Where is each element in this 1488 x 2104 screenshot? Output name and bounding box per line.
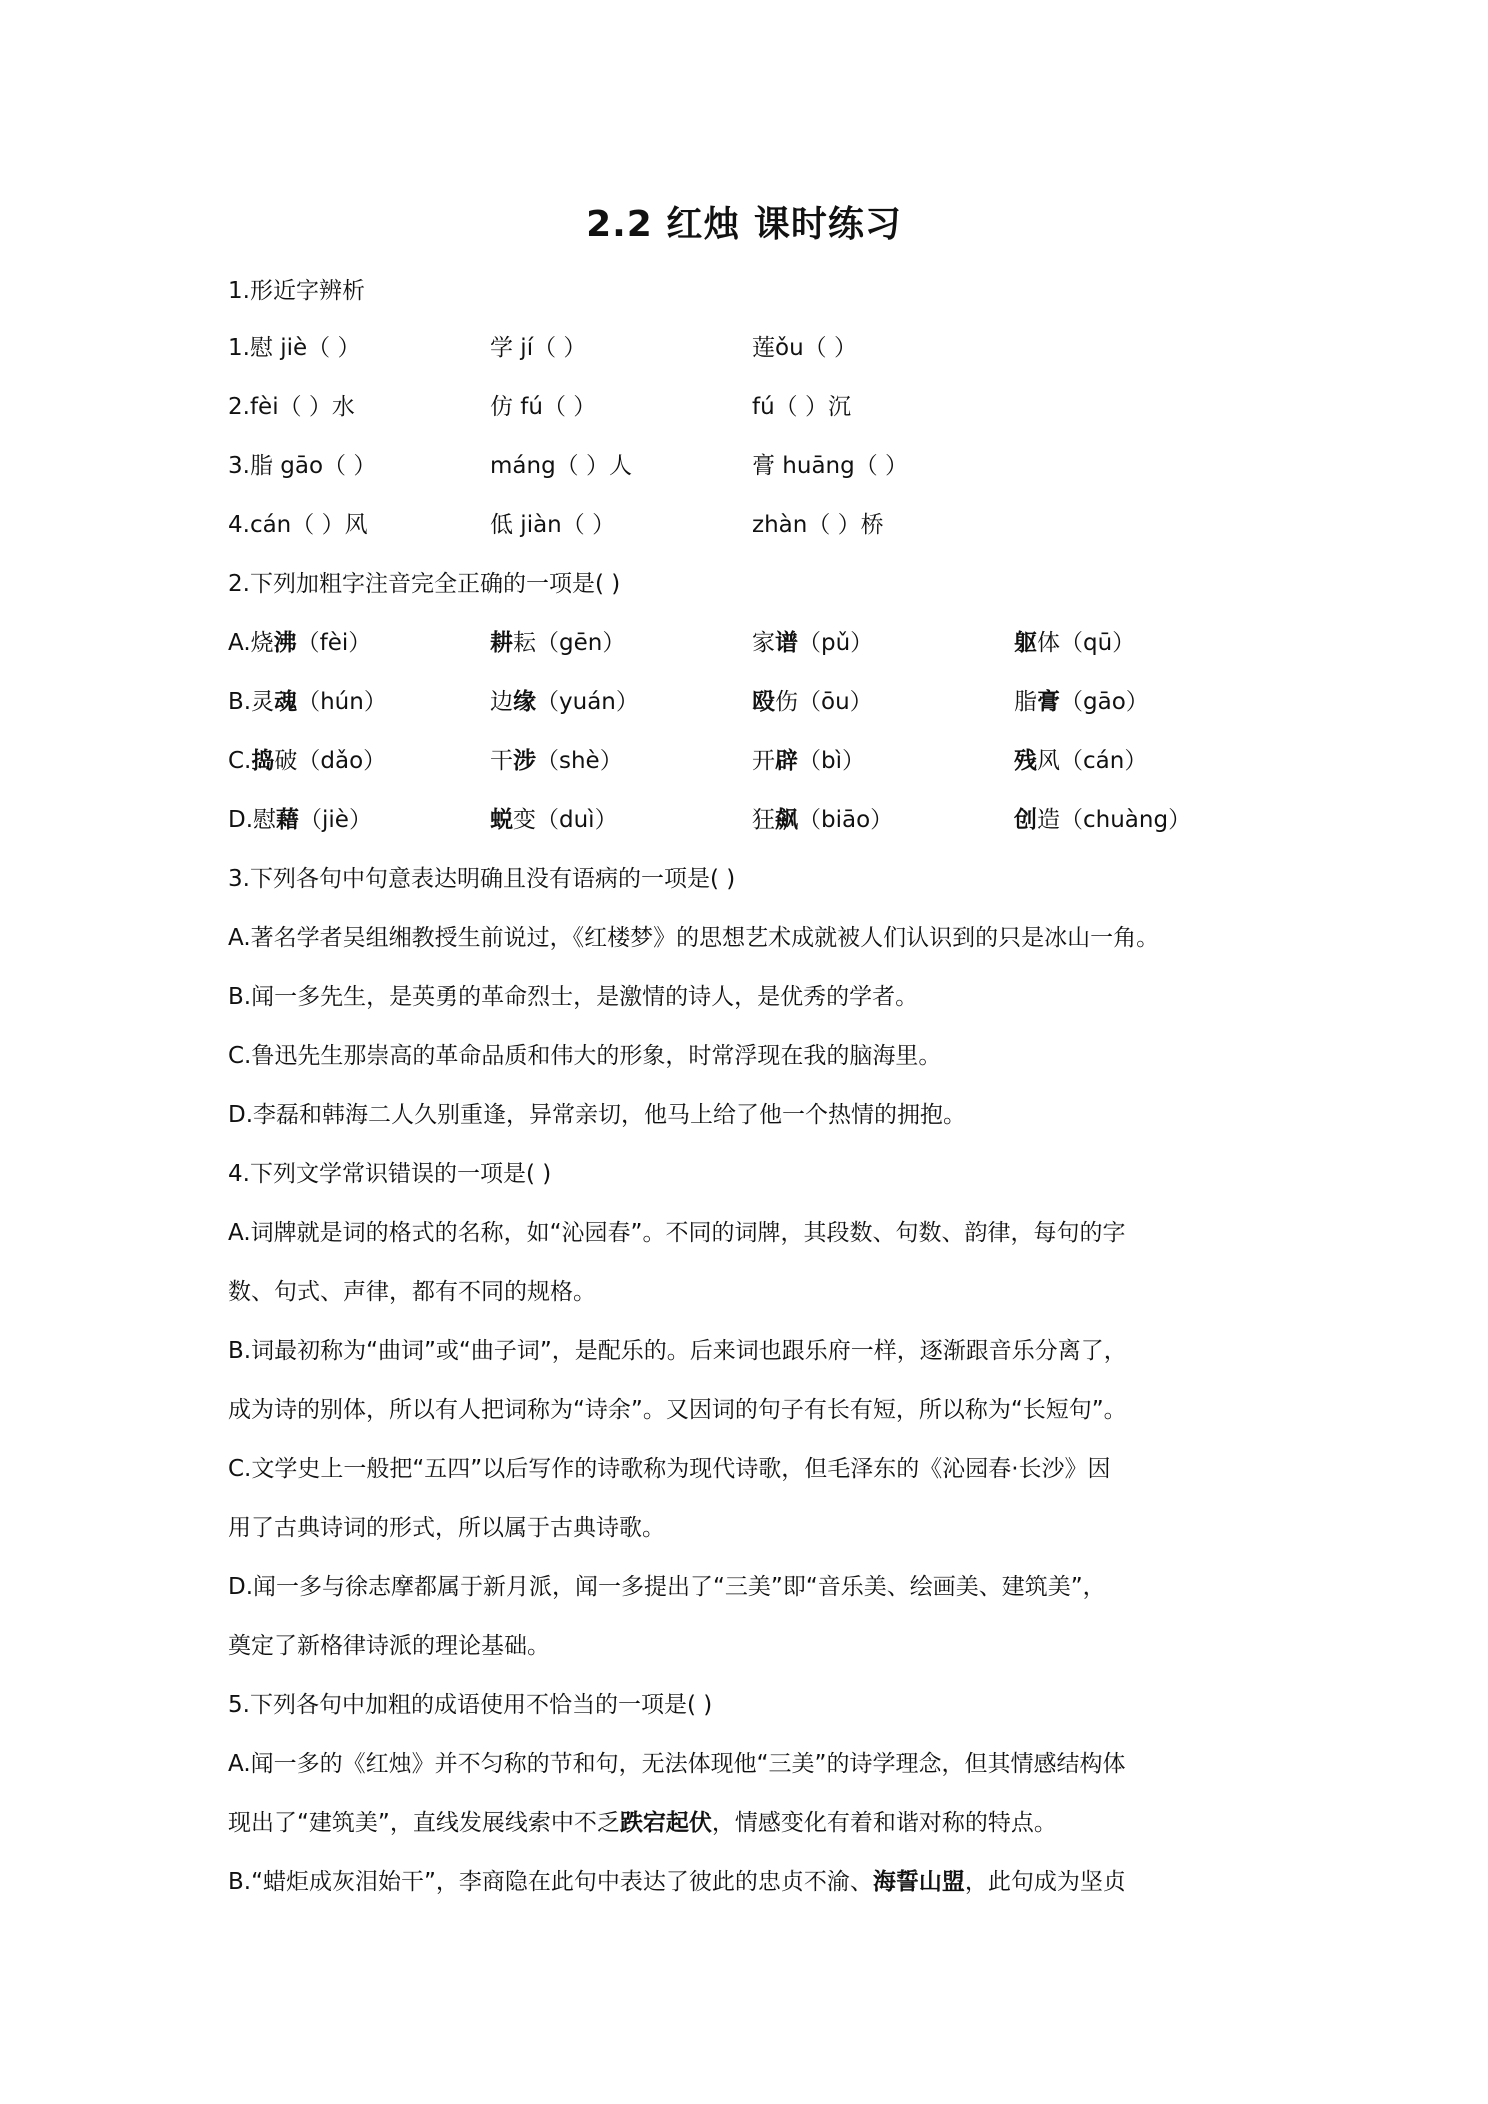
q3-option-c: C.鲁迅先生那崇高的革命品质和伟大的形象，时常浮现在我的脑海里。 <box>228 1043 942 1069</box>
q4-option-b-line2: 成为诗的别体，所以有人把词称为“诗余”。又因词的句子有长有短，所以称为“长短句”。 <box>228 1397 1127 1423</box>
q1-row-4 <box>228 510 1328 540</box>
q5-option-b-line1: B.“蜡炬成灰泪始干”，李商隐在此句中表达了彼此的忠贞不渝、海誓山盟，此句成为坚贞 <box>228 1869 1126 1895</box>
q2-choice: 残风（cán） <box>1014 748 1148 774</box>
q3-option-d: D.李磊和韩海二人久别重逢，异常亲切，他马上给了他一个热情的拥抱。 <box>228 1102 967 1128</box>
q2-choice: 家谱（pǔ） <box>752 630 874 656</box>
q2-choice: C.捣破（dǎo） <box>228 748 387 774</box>
q5-option-a-line2: 现出了“建筑美”，直线发展线索中不乏跌宕起伏，情感变化有着和谐对称的特点。 <box>228 1810 1057 1836</box>
q4-option-c-line2: 用了古典诗词的形式，所以属于古典诗歌。 <box>228 1515 665 1541</box>
q1-item: 学 jí（ ） <box>490 335 587 361</box>
q1-row-1 <box>228 333 1328 363</box>
q4-option-b-line1: B.词最初称为“曲词”或“曲子词”，是配乐的。后来词也跟乐府一样，逐渐跟音乐分离了， <box>228 1338 1127 1364</box>
q3-option-a: A.著名学者吴组缃教授生前说过，《红楼梦》的思想艺术成就被人们认识到的只是冰山一角。 <box>228 925 1160 951</box>
q4-option-a-line1: A.词牌就是词的格式的名称，如“沁园春”。不同的词牌，其段数、句数、韵律，每句的字 <box>228 1220 1126 1246</box>
q1-row-2 <box>228 392 1328 422</box>
q2-choice: 狂飙（biāo） <box>752 807 894 833</box>
q1-item: 4.cán（ ）风 <box>228 512 368 538</box>
q1-heading: 1.形近字辨析 <box>228 278 365 304</box>
q5-option-a-line1: A.闻一多的《红烛》并不匀称的节和句，无法体现他“三美”的诗学理念，但其情感结构体 <box>228 1751 1126 1777</box>
q1-item: 膏 huāng（ ） <box>752 453 909 479</box>
q4-option-d-line2: 奠定了新格律诗派的理论基础。 <box>228 1633 550 1659</box>
q1-item: fú（ ）沉 <box>752 394 851 420</box>
q1-item: 莲ǒu（ ） <box>752 335 857 361</box>
q1-item: 3.脂 gāo（ ） <box>228 453 377 479</box>
q2-option-c <box>228 746 1328 776</box>
q1-item: 低 jiàn（ ） <box>490 512 616 538</box>
q2-heading: 2.下列加粗字注音完全正确的一项是( ) <box>228 571 621 597</box>
q1-item: 1.慰 jiè（ ） <box>228 335 361 361</box>
q2-choice: 殴伤（ōu） <box>752 689 873 715</box>
q3-heading: 3.下列各句中句意表达明确且没有语病的一项是( ) <box>228 866 736 892</box>
bold-idiom: 海誓山盟 <box>872 1869 965 1895</box>
q2-choice: D.慰藉（jiè） <box>228 807 372 833</box>
q5-heading: 5.下列各句中加粗的成语使用不恰当的一项是( ) <box>228 1692 713 1718</box>
q2-choice: 脂膏（gāo） <box>1014 689 1149 715</box>
page-title: 2.2 红烛 课时练习 <box>586 204 902 245</box>
q2-choice: 干涉（shè） <box>490 748 623 774</box>
q2-choice: B.灵魂（hún） <box>228 689 387 715</box>
q2-choice: 创造（chuàng） <box>1014 807 1192 833</box>
q2-choice: 开辟（bì） <box>752 748 865 774</box>
q4-option-c-line1: C.文学史上一般把“五四”以后写作的诗歌称为现代诗歌，但毛泽东的《沁园春·长沙》因 <box>228 1456 1111 1482</box>
q1-item: zhàn（ ）桥 <box>752 512 884 538</box>
q2-choice: 边缘（yuán） <box>490 689 639 715</box>
q4-heading: 4.下列文学常识错误的一项是( ) <box>228 1161 552 1187</box>
q3-option-b: B.闻一多先生，是英勇的革命烈士，是激情的诗人，是优秀的学者。 <box>228 984 919 1010</box>
q2-option-d <box>228 805 1328 835</box>
q2-choice: 蜕变（duì） <box>490 807 618 833</box>
q2-choice: 耕耘（gēn） <box>490 630 626 656</box>
q2-choice: A.烧沸（fèi） <box>228 630 372 656</box>
q1-row-3 <box>228 451 1328 481</box>
q4-option-a-line2: 数、句式、声律，都有不同的规格。 <box>228 1279 596 1305</box>
bold-idiom: 跌宕起伏 <box>619 1810 712 1836</box>
q1-item: 2.fèi（ ）水 <box>228 394 355 420</box>
q2-option-a <box>228 628 1328 658</box>
q1-item: 仿 fú（ ） <box>490 394 597 420</box>
q4-option-d-line1: D.闻一多与徐志摩都属于新月派，闻一多提出了“三美”即“音乐美、绘画美、建筑美”， <box>228 1574 1106 1600</box>
q2-choice: 躯体（qū） <box>1014 630 1136 656</box>
q2-option-b <box>228 687 1328 717</box>
q1-item: máng（ ）人 <box>490 453 632 479</box>
